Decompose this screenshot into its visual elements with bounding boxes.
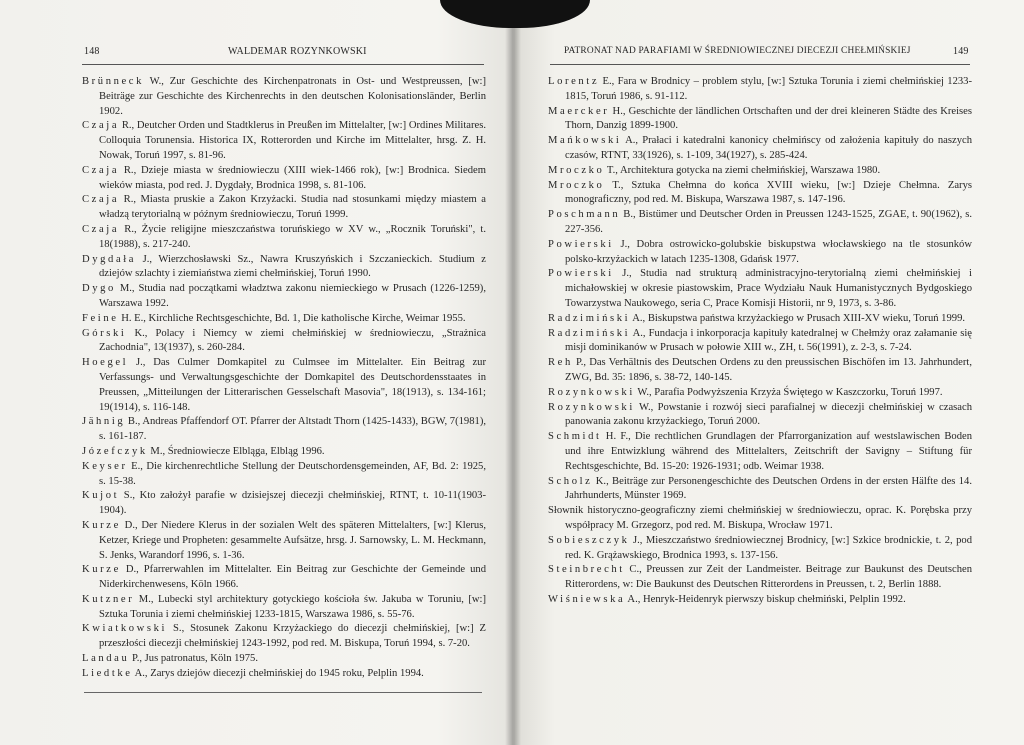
- bibliography-right: [548, 75, 972, 608]
- bibliography-entry: [548, 238, 972, 268]
- bibliography-entry: [548, 563, 972, 593]
- entry-author: Dygdała: [82, 253, 137, 265]
- entry-text: A., Prałaci i katedralni kanonicy chełmińscy od założenia kapituły do naszych czasów, RTNT, 33(1926), s. 1-109, 34(1927), s. 285-424.: [565, 135, 972, 161]
- entry-author: Rozynkowski: [548, 386, 635, 398]
- entry-text: H. E., Kirchliche Rechtsgeschichte, Bd. 1, Die katholische Kirche, Weimar 1955.: [118, 312, 466, 324]
- bibliography-entry: [548, 386, 972, 401]
- entry-text: D., Der Niedere Klerus in der sozialen Welt des späteren Mittelalters, [w:] Klerus, Ketzer, Kriege und Propheten: gesammelte Aufsätze, hrsg. J. Sarnowsky, L. M. Heckmann, S. Jenks, Warandorf 1996, s. 1-36.: [99, 519, 486, 561]
- entry-author: Scholz: [548, 475, 593, 487]
- entry-author: Landau: [82, 653, 130, 665]
- entry-text: E., Fara w Brodnicy – problem stylu, [w:] Sztuka Torunia i ziemi chełmińskiej 1233-1815, Toruń 1986, s. 91-112.: [565, 76, 972, 102]
- bibliography-entry: [548, 356, 972, 386]
- bibliography-entry: [548, 534, 972, 564]
- entry-author: Liedtke: [82, 667, 133, 679]
- entry-author: Górski: [82, 327, 127, 339]
- entry-author: Kurze: [82, 519, 121, 531]
- entry-text: A., Biskupstwa państwa krzyżackiego w Prusach XIII-XV wieku, Toruń 1999.: [630, 312, 966, 324]
- entry-text: C., Preussen zur Zeit der Landmeister. Beitrage zur Baukunst des Deutschen Ritterordens, w: Die Baukunst des Deutschen Ritterordens in Preussen, t. 2, Berlin 1888.: [565, 564, 972, 591]
- entry-author: Radzimiński: [548, 327, 631, 339]
- entry-text: P., Jus patronatus, Köln 1975.: [129, 653, 258, 665]
- bibliography-entry: [548, 179, 972, 209]
- bibliography-entry: [82, 622, 486, 652]
- page-number-right: 149: [953, 46, 969, 57]
- entry-text: T., Sztuka Chełmna do końca XVIII wieku, [w:] Dzieje Chełmna. Zarys monograficzny, pod red. M. Biskupa, Warszawa 1987, s. 147-196.: [565, 179, 972, 206]
- entry-text: J., Dobra ostrowicko-golubskie biskupstwa włocławskiego na tle stosunków polsko-krzyżackich w latach 1235-1308, Gdańsk 1977.: [565, 238, 972, 265]
- entry-text: J., Das Culmer Domkapitel zu Culmsee im Mittelalter. Ein Beitrag zur Verfassungs- und Verwaltungsgeschichte der Domkapitel des Deutschordensstaates in Preussen, „Mitteilungen der Litterarischen Gesselschaft Masovia", 18(1913), s. 134-161; 19(1914), s. 116-148.: [99, 357, 486, 413]
- entry-text: M., Średniowiecze Elbląga, Elbląg 1996.: [147, 445, 325, 457]
- entry-text: Słownik historyczno-geograficzny ziemi chełmińskiej w średniowieczu, oprac. K. Porębska przy współpracy M. Grzegorz, pod red. M. Biskupa, Wrocław 1971.: [548, 505, 972, 531]
- bibliography-entry: [548, 593, 972, 608]
- bibliography-entry: [548, 267, 972, 311]
- entry-author: Kwiatkowski: [82, 623, 168, 635]
- entry-author: Keyser: [82, 460, 128, 472]
- entry-author: Feine: [82, 312, 119, 324]
- header-rule-right: [550, 64, 970, 65]
- entry-text: K., Polacy i Niemcy w ziemi chełmińskiej w średniowieczu, „Strażnica Zachodnia", 13(1937), s. 260-284.: [99, 327, 486, 354]
- entry-author: Radzimiński: [548, 312, 631, 324]
- entry-author: Powierski: [548, 238, 614, 250]
- entry-text: H. F., Die rechtlichen Grundlagen der Pfarrorganization auf westslawischen Boden und ihre Entwizklung während des Mittelalters, Zeitschrift der Savigny – Stiftung für Rechtsgeschichte, Bd. 15-20: 1926-1931; odb. Weimar 1938.: [565, 431, 972, 472]
- bibliography-entry: [548, 208, 972, 238]
- running-head-right: PATRONAT NAD PARAFIAMI W ŚREDNIOWIECZNEJ DIECEZJI CHEŁMIŃSKIEJ: [564, 46, 911, 56]
- bibliography-entry: [548, 504, 972, 534]
- entry-author: Reh: [548, 357, 573, 369]
- bibliography-entry: [548, 75, 972, 105]
- entry-text: M., Studia nad początkami władztwa zakonu niemieckiego w Prusach (1226-1259), Warszawa 1992.: [99, 283, 486, 309]
- entry-author: Rozynkowski: [548, 401, 635, 413]
- entry-text: K., Beiträge zur Personengeschichte des Deutschen Ordens in der ersten Hälfte des 14. Jahrhunderts, Münster 1969.: [565, 475, 972, 502]
- bibliography-entry: [548, 327, 972, 357]
- entry-author: Schmidt: [548, 431, 602, 443]
- bibliography-entry: [548, 475, 972, 505]
- entry-text: M., Lubecki styl architektury gotyckiego kościoła św. Jakuba w Toruniu, [w:] Sztuka Torunia i ziemi chełmińskiej 1233-1815, Warszawa 1986, s. 55-76.: [99, 593, 486, 620]
- entry-author: Wiśniewska: [548, 593, 626, 605]
- entry-text: J., Mieszczaństwo średniowiecznej Brodnicy, [w:] Szkice brodnickie, t. 2, pod red. K. Grążawskiego, Brodnica 1993, s. 137-156.: [565, 534, 972, 561]
- entry-text: R., Miasta pruskie a Zakon Krzyżacki. Studia nad stosunkami między miastem a władzą terytorialną w późnym średniowieczu, Toruń 1999.: [99, 194, 486, 221]
- entry-text: B., Andreas Pfaffendorf OT. Pfarrer der Altstadt Thorn (1425-1433), BGW, 7(1981), s. 161-187.: [99, 416, 486, 443]
- bibliography-entry: [82, 282, 486, 312]
- entry-text: P., Das Verhältnis des Deutschen Ordens zu den preussischen Bischöfen im 13. Jahrhundert, ZWG, Bd. 35: 1896, s. 38-72, 140-145.: [565, 357, 972, 383]
- footer-rule-left: [84, 692, 482, 693]
- book-gutter: [505, 0, 521, 745]
- entry-text: E., Die kirchenrechtliche Stellung der Deutschordensgemeinden, AF, Bd. 2: 1925, s. 15-38.: [99, 460, 486, 487]
- entry-author: Maercker: [548, 105, 610, 117]
- entry-author: Czaja: [82, 164, 120, 176]
- bibliography-entry: [82, 223, 486, 253]
- entry-author: Kujot: [82, 490, 120, 502]
- entry-author: Czaja: [82, 194, 120, 206]
- bibliography-entry: [82, 356, 486, 415]
- page-number-left: 148: [84, 46, 100, 57]
- entry-author: Powierski: [548, 268, 614, 280]
- right-page: [514, 0, 1024, 745]
- bibliography-entry: [82, 593, 486, 623]
- bibliography-entry: [82, 75, 486, 119]
- entry-text: A., Zarys dziejów diecezji chełmińskiej do 1945 roku, Pelplin 1994.: [132, 667, 424, 679]
- entry-author: Lorentz: [548, 76, 600, 87]
- bibliography-entry: [82, 667, 486, 682]
- entry-text: R., Deutcher Orden und Stadtklerus in Preußen im Mittelalter, [w:] Ordines Militares. Colloquia Torunensia. Historica IX, Rotterorden und Kirche im Mittelalter, hrsg. Z. H. Nowak, Toruń 1997, s. 81-96.: [99, 120, 486, 161]
- header-rule-left: [82, 64, 484, 65]
- entry-text: A., Henryk-Heidenryk pierwszy biskup chełmiński, Pelplin 1992.: [625, 593, 906, 605]
- bibliography-entry: [82, 460, 486, 490]
- entry-text: W., Parafia Podwyższenia Krzyża Świętego w Kaszczorku, Toruń 1997.: [634, 386, 943, 398]
- entry-author: Jähnig: [82, 416, 126, 428]
- bibliography-entry: [82, 119, 486, 163]
- running-head-left: WALDEMAR ROZYNKOWSKI: [228, 46, 367, 57]
- bibliography-entry: [82, 312, 486, 327]
- entry-author: Sobieszczyk: [548, 534, 630, 546]
- entry-author: Mroczko: [548, 179, 605, 191]
- entry-text: D., Pfarrerwahlen im Mittelalter. Ein Beitrag zur Geschichte der Gemeinde und Niderkirchenwesens, Köln 1966.: [99, 564, 486, 591]
- entry-author: Czaja: [82, 223, 120, 235]
- bibliography-entry: [548, 401, 972, 431]
- bibliography-entry: [82, 327, 486, 357]
- bibliography-entry: [82, 193, 486, 223]
- entry-author: Mańkowski: [548, 135, 622, 147]
- entry-author: Steinbrecht: [548, 564, 625, 576]
- entry-text: J., Wierzchosławski Sz., Nawra Kruszyńskich i Szczanieckich. Studium z dziejów szlachty i ziemiaństwa ziemi chełmińskiej, Toruń 1990.: [99, 253, 486, 280]
- bibliography-entry: [82, 253, 486, 283]
- entry-text: S., Kto założył parafie w dzisiejszej diecezji chełmińskiej, RTNT, t. 10-11(1903-1904).: [99, 490, 486, 517]
- entry-text: B., Bistümer und Deutscher Orden in Preussen 1243-1525, ZGAE, t. 90(1962), s. 227-356.: [565, 209, 972, 235]
- entry-text: S., Stosunek Zakonu Krzyżackiego do diecezji chełmińskiej, [w:] Z przeszłości diecezji chełmińskiej 1243-1992, pod red. M. Biskupa, Toruń 1994, s. 7-20.: [99, 623, 486, 650]
- bibliography-entry: [82, 164, 486, 194]
- entry-author: Czaja: [82, 120, 120, 132]
- bibliography-entry: [548, 312, 972, 327]
- entry-author: Hoegel: [82, 357, 129, 369]
- entry-author: Kurze: [82, 564, 121, 576]
- entry-text: R., Życie religijne mieszczaństwa toruńskiego w XV w., „Rocznik Toruński", t. 18(1988), s. 217-240.: [99, 223, 486, 250]
- entry-author: Józefczyk: [82, 445, 148, 457]
- entry-author: Dygo: [82, 283, 116, 295]
- bibliography-entry: [82, 489, 486, 519]
- bibliography-entry: [548, 134, 972, 164]
- entry-text: J., Studia nad strukturą administracyjno-terytorialną ziemi chełmińskiej i michałowskiej w okresie piastowskim, Prace Wydziału Nauk Humanistycznych Bydgoskiego Towarzystwa Naukowego, seria C, Prace Komisji Historii, nr 9, 1973, s. 3-86.: [565, 268, 972, 309]
- bibliography-entry: [82, 652, 486, 667]
- entry-text: R., Dzieje miasta w średniowieczu (XIII wiek-1466 rok), [w:] Brodnica. Siedem wieków miasta, pod red. J. Dygdały, Brodnica 1998, s. 81-106.: [99, 164, 486, 191]
- entry-author: Brünneck: [82, 76, 144, 87]
- bibliography-entry: [82, 445, 486, 460]
- bibliography-entry: [82, 519, 486, 563]
- entry-text: W., Zur Geschichte des Kirchenpatronats in Ost- und Westpreussen, [w:] Beiträge zur Geschichte des Kirchenrechts in den deutschen Kolonisationsländer, Berlin 1902.: [99, 76, 486, 117]
- bibliography-entry: [82, 415, 486, 445]
- entry-text: A., Fundacja i inkorporacja kapituły katedralnej w Chełmży oraz załamanie się misji dominikanów w Prusach w połowie XIII w., ZH, t. 56(1991), z. 2-3, s. 7-24.: [565, 327, 972, 354]
- bibliography-entry: [548, 105, 972, 135]
- bibliography-entry: [548, 164, 972, 179]
- bibliography-entry: [82, 563, 486, 593]
- entry-author: Kutzner: [82, 593, 135, 605]
- bibliography-entry: [548, 430, 972, 474]
- entry-author: Mroczko: [548, 164, 605, 176]
- entry-text: W., Powstanie i rozwój sieci parafialnej w diecezji chełmińskiej w czasach panowania zakonu krzyżackiego, Toruń 2000.: [565, 401, 972, 428]
- entry-text: H., Geschichte der ländlichen Ortschaften und der drei kleineren Städte des Kreises Thorn, Danzig 1899-1900.: [565, 105, 972, 132]
- entry-author: Poschmann: [548, 209, 621, 221]
- entry-text: T., Architektura gotycka na ziemi chełmińskiej, Warszawa 1980.: [604, 164, 881, 176]
- bibliography-left: [82, 75, 486, 682]
